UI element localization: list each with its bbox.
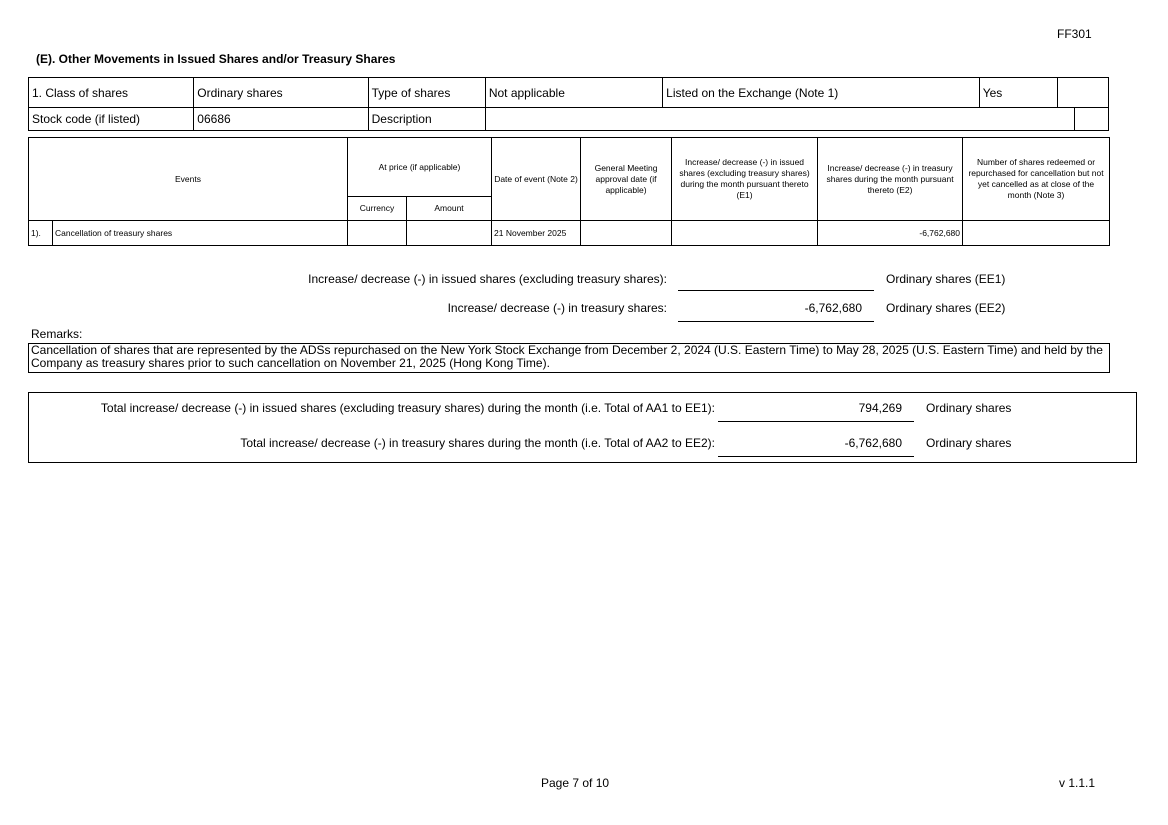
class-of-shares-label: 1. Class of shares bbox=[29, 78, 194, 108]
total-treasury-label: Total increase/ decrease (-) in treasury shares during the month (i.e. Total of AA2 to EE2): bbox=[240, 436, 715, 450]
row-event: Cancellation of treasury shares bbox=[53, 221, 348, 246]
amount-header: Amount bbox=[407, 197, 492, 221]
share-info-table bbox=[28, 77, 1109, 131]
redeemed-header: Number of shares redeemed or repurchased for cancellation but not yet cancelled as at close of the month (Note 3) bbox=[963, 138, 1110, 221]
table-row bbox=[29, 221, 1110, 246]
type-of-shares-value: Not applicable bbox=[485, 78, 662, 108]
row-e2: -6,762,680 bbox=[818, 221, 963, 246]
gm-approval-header: General Meeting approval date (if applicable) bbox=[581, 138, 672, 221]
stock-code-label: Stock code (if listed) bbox=[29, 108, 194, 131]
events-table bbox=[28, 137, 1110, 246]
ee2-value: -6,762,680 bbox=[678, 301, 874, 322]
listed-extra-cell bbox=[1057, 78, 1108, 108]
currency-header: Currency bbox=[348, 197, 407, 221]
events-header: Events bbox=[29, 138, 348, 221]
description-label: Description bbox=[368, 108, 485, 131]
remarks-label: Remarks: bbox=[31, 327, 83, 341]
description-value bbox=[485, 108, 1074, 131]
type-of-shares-label: Type of shares bbox=[368, 78, 485, 108]
ee1-unit: Ordinary shares (EE1) bbox=[886, 272, 1006, 286]
row-redeemed bbox=[963, 221, 1110, 246]
ee1-label: Increase/ decrease (-) in issued shares (excluding treasury shares): bbox=[308, 272, 667, 286]
row-e1 bbox=[672, 221, 818, 246]
version-label: v 1.1.1 bbox=[1059, 776, 1096, 790]
increase-issued-header: Increase/ decrease (-) in issued shares (excluding treasury shares) during the month pursuant thereto (E1) bbox=[672, 138, 818, 221]
total-treasury-value: -6,762,680 bbox=[718, 436, 914, 457]
row-currency bbox=[348, 221, 407, 246]
total-issued-label: Total increase/ decrease (-) in issued shares (excluding treasury shares) during the month (i.e. Total of AA1 to EE1): bbox=[100, 401, 715, 415]
row-gm-date bbox=[581, 221, 672, 246]
total-issued-value: 794,269 bbox=[718, 401, 914, 422]
increase-treasury-header: Increase/ decrease (-) in treasury shares during the month pursuant thereto (E2) bbox=[818, 138, 963, 221]
row-date: 21 November 2025 bbox=[492, 221, 581, 246]
form-code: FF301 bbox=[1057, 27, 1092, 41]
listed-label: Listed on the Exchange (Note 1) bbox=[663, 78, 980, 108]
row-amount bbox=[407, 221, 492, 246]
stock-code-value: 06686 bbox=[194, 108, 368, 131]
row-index: 1). bbox=[29, 221, 53, 246]
class-of-shares-value: Ordinary shares bbox=[194, 78, 368, 108]
page-number: Page 7 of 10 bbox=[541, 776, 610, 790]
ee1-value bbox=[678, 272, 874, 291]
total-issued-unit: Ordinary shares bbox=[926, 401, 1012, 415]
section-title: (E). Other Movements in Issued Shares and/or Treasury Shares bbox=[36, 52, 396, 66]
remarks-text: Cancellation of shares that are represented by the ADSs repurchased on the New York Stock Exchange from December 2, 2024 (U.S. Eastern Time) to May 28, 2025 (U.S. Eastern Time) and held by the Company as treasury shares prior to such cancellation on November 21, 2025 (Hong Kong Time). bbox=[28, 343, 1110, 373]
total-treasury-unit: Ordinary shares bbox=[926, 436, 1012, 450]
ee2-unit: Ordinary shares (EE2) bbox=[886, 301, 1006, 315]
description-extra-cell bbox=[1074, 108, 1108, 131]
listed-value: Yes bbox=[979, 78, 1057, 108]
ee2-label: Increase/ decrease (-) in treasury shares: bbox=[447, 301, 667, 315]
at-price-header: At price (if applicable) bbox=[348, 138, 492, 197]
date-of-event-header: Date of event (Note 2) bbox=[492, 138, 581, 221]
